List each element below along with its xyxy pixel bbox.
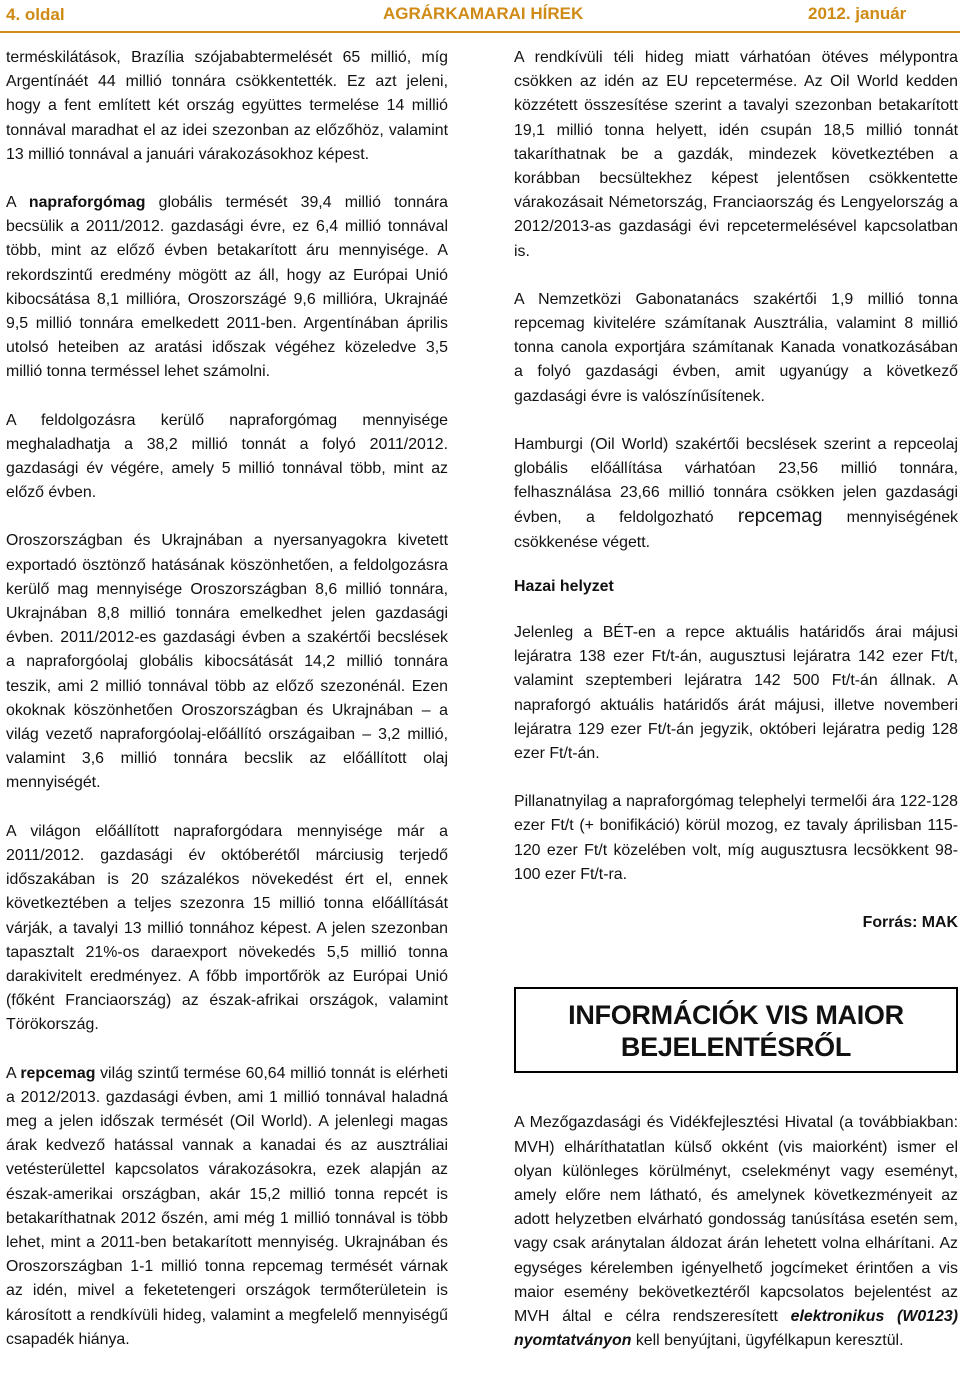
text-run: A	[6, 194, 29, 212]
text-run: A	[6, 1064, 21, 1082]
text-run: A Mezőgazdasági és Vidékfejlesztési Hivatal (a továbbiakban: MVH) elháríthatatlan külső okként (vis maiorként) ismer el olyan különleges körülményt, cselekményt vagy eseményt, amely előre nem látható, és amelynek következményeit az adott helyzetben elvárható gondosság tanúsítása esetén sem, vagy csak aránytalan áldozat árán lehetett volna elhárítani. Az egységes kérelemben igényelhető jogcímeket érintően a vis maior esemény bekövetkeztéről kapcsolatos bejelentést az MVH által e célra rendszeresített	[514, 1114, 958, 1325]
paragraph	[6, 1062, 448, 1352]
text-run: Hamburgi (Oil World) szakértői becslések szerint a repceolaj globális előállítása várhatóan 23,56 millió tonnára, felhasználása 23,66 millió tonnára csökken jelen gazdasági évben, a feldolgozható	[514, 435, 958, 527]
source-credit: Forrás: MAK	[862, 914, 958, 932]
section-heading: Hazai helyzet	[514, 577, 614, 595]
paragraph: terméskilátások, Brazília szójababtermelését 65 millió, míg Argentínáét 44 millió tonnára csökkentették. Ez azt jeleni, hogy a fent említett két ország együttes termelése 14 millió tonnával maradhat el az idei szezonban az előzőhöz, valamint 13 millió tonnával a januári várakozásokhoz képest.	[6, 49, 448, 163]
issue-date: 2012. január	[808, 4, 907, 23]
paragraph	[6, 191, 448, 385]
text-run: mennyiségének csökkenése végett.	[514, 509, 958, 551]
page-number: 4. oldal	[6, 5, 65, 24]
paragraph: A feldolgozásra kerülő napraforgómag mennyisége meghaladhatja a 38,2 millió tonnát a folyó 2011/2012. gazdasági év végére, amely 5 millió tonnával több, mint az előző évben.	[6, 411, 448, 502]
paragraph: Jelenleg a BÉT-en a repce aktuális határidős árai májusi lejáratra 138 ezer Ft/t-án, augusztusi lejáratra 142 ezer Ft/t, valamint szeptemberi lejáratra 142 500 Ft/t-án állnak. A napraforgó aktuális határidős árát májusi, illetve novemberi lejáratra 129 ezer Ft/t-án jegyzik, októberi lejáratra pedig 128 ezer Ft/t-án.	[514, 624, 958, 763]
large-term: repcemag	[737, 506, 823, 528]
right-column	[514, 46, 958, 1377]
left-column	[6, 46, 448, 1376]
publication-title: AGRÁRKAMARAI HÍREK	[383, 4, 584, 23]
box-title-line: BEJELENTÉSRŐL	[620, 1032, 852, 1063]
text-run: globális termését 39,4 millió tonnára becsülik a 2011/2012. gazdasági évre, ez 6,4 millió tonnával több, mint az előző évben betakarított áru mennyisége. A rekordszintű eredmény mögött az áll, hogy az Európai Unió kibocsátása 8,1 millióra, Oroszországé 9,6 millióra, Ukrajnáé 9,5 millió tonnára emelkedett 2011-ben. Argentínában április utolsó heteiben az aratási időszak végéhez közeledve 3,5 millió tonna terméssel lehet számolni.	[6, 194, 448, 381]
box-title-line: INFORMÁCIÓK VIS MAIOR	[568, 1000, 904, 1031]
paragraph: Pillanatnyilag a napraforgómag telephelyi termelői ára 122-128 ezer Ft/t (+ bonifikáció) körül mozog, ez tavaly áprilisban 115-120 ezer Ft/t közelében volt, míg augusztusra lecsökkent 98-100 ezer Ft/t-ra.	[514, 793, 958, 883]
bold-term: repcemag	[20, 1064, 96, 1082]
bold-term: napraforgómag	[28, 194, 146, 212]
bold-italic-term: elektronikus (W0123) nyomtatványon	[514, 1307, 958, 1350]
section-title-box	[514, 987, 958, 1073]
paragraph: Oroszországban és Ukrajnában a nyersanyagokra kivetett exportadó ösztönző hatásának köszönhetően, a feldolgozásra kerülő mag mennyisége Oroszországban 8,6 millió tonnára, Ukrajnában 8,8 millió tonnára emelkedhet jelen gazdasági évben. 2011/2012-es gazdasági évben a szakértői becslések a napraforgóolaj globális kibocsátását 14,2 millió tonnára teszik, ami 2 millió tonnával több az előző szezonénál. Ezen okoknak köszönhetően Oroszországban és Ukrajnában – a világ vezető napraforgóolaj-előállító országaiban – 3,2 millió, valamint 3,6 millió tonnára becslik az előállított olaj mennyiségét.	[6, 532, 448, 792]
paragraph: A Nemzetközi Gabonatanács szakértői 1,9 millió tonna repcemag kivitelére számítanak Ausztrália, valamint 8 millió tonna canola exportjára számítanak Kanada vonatkozásában a folyó gazdasági évben, amit ugyanúgy a következő gazdasági évre is valószínűsítenek.	[514, 290, 958, 405]
paragraph: A rendkívüli téli hideg miatt várhatóan ötéves mélypontra csökken az idén az EU repcetermése. Az Oil World kedden közzétett összesítése szerint a tavalyi szezonban betakarított 19,1 millió tonna helyett, idén csupán 18,5 millió tonnát takaríthatnak be a gazdák, mindezek következtében a korábban becsültekhez képest jelentősen csökkentette várakozásait Németország, Franciaország és Lengyelország a 2012/2013-as gazdasági évi repcetermelésével kapcsolatban is.	[514, 49, 958, 260]
page-header	[0, 0, 960, 34]
paragraph	[514, 1111, 958, 1353]
paragraph	[514, 433, 958, 555]
paragraph: A világon előállított napraforgódara mennyisége már a 2011/2012. gazdasági év októberétől márciusig terjedő időszakában is 20 százalékos növekedést ért el, ennek következtében a teljes szezonra 15 millió tonna előállítását várják, a tavalyi 13 millió tonnához képest. A jelen szezonban tapasztalt 21%-os daraexport növekedés 5,5 millió tonna darakivitelt eredményez. A főbb importőrök az Európai Unió (főként Franciaország) az észak-afrikai országok, valamint Törökország.	[6, 822, 448, 1034]
text-run: kell benyújtani, ügyfélkapun keresztül.	[631, 1332, 904, 1350]
text-run: világ szintű termése 60,64 millió tonnát is elérheti a 2012/2013. gazdasági évben, ami 1 millió tonnával haladná meg a jelen időszak termését (Oil World). A jelenlegi magas árak kedvező hatással vannak a kanadai és az ausztráliai vetésterülettel kapcsolatos várakozásokra, ezek alapján az észak-amerikai országban, akár 15,2 millió tonna repcét is betakaríthatnak 2012 őszén, ami még 1 millió tonnával is több lehet, mint a 2011-ben betakarított mennyiség. Ukrajnában és Oroszországban 1-1 millió tonna repcemag termését várnak az idén, mivel a feketetengeri országok termőterületein is károsított a rendkívüli hideg, valamint a megfelelő mennyiségű csapadék hiánya.	[6, 1064, 448, 1348]
header-rule	[0, 31, 960, 33]
